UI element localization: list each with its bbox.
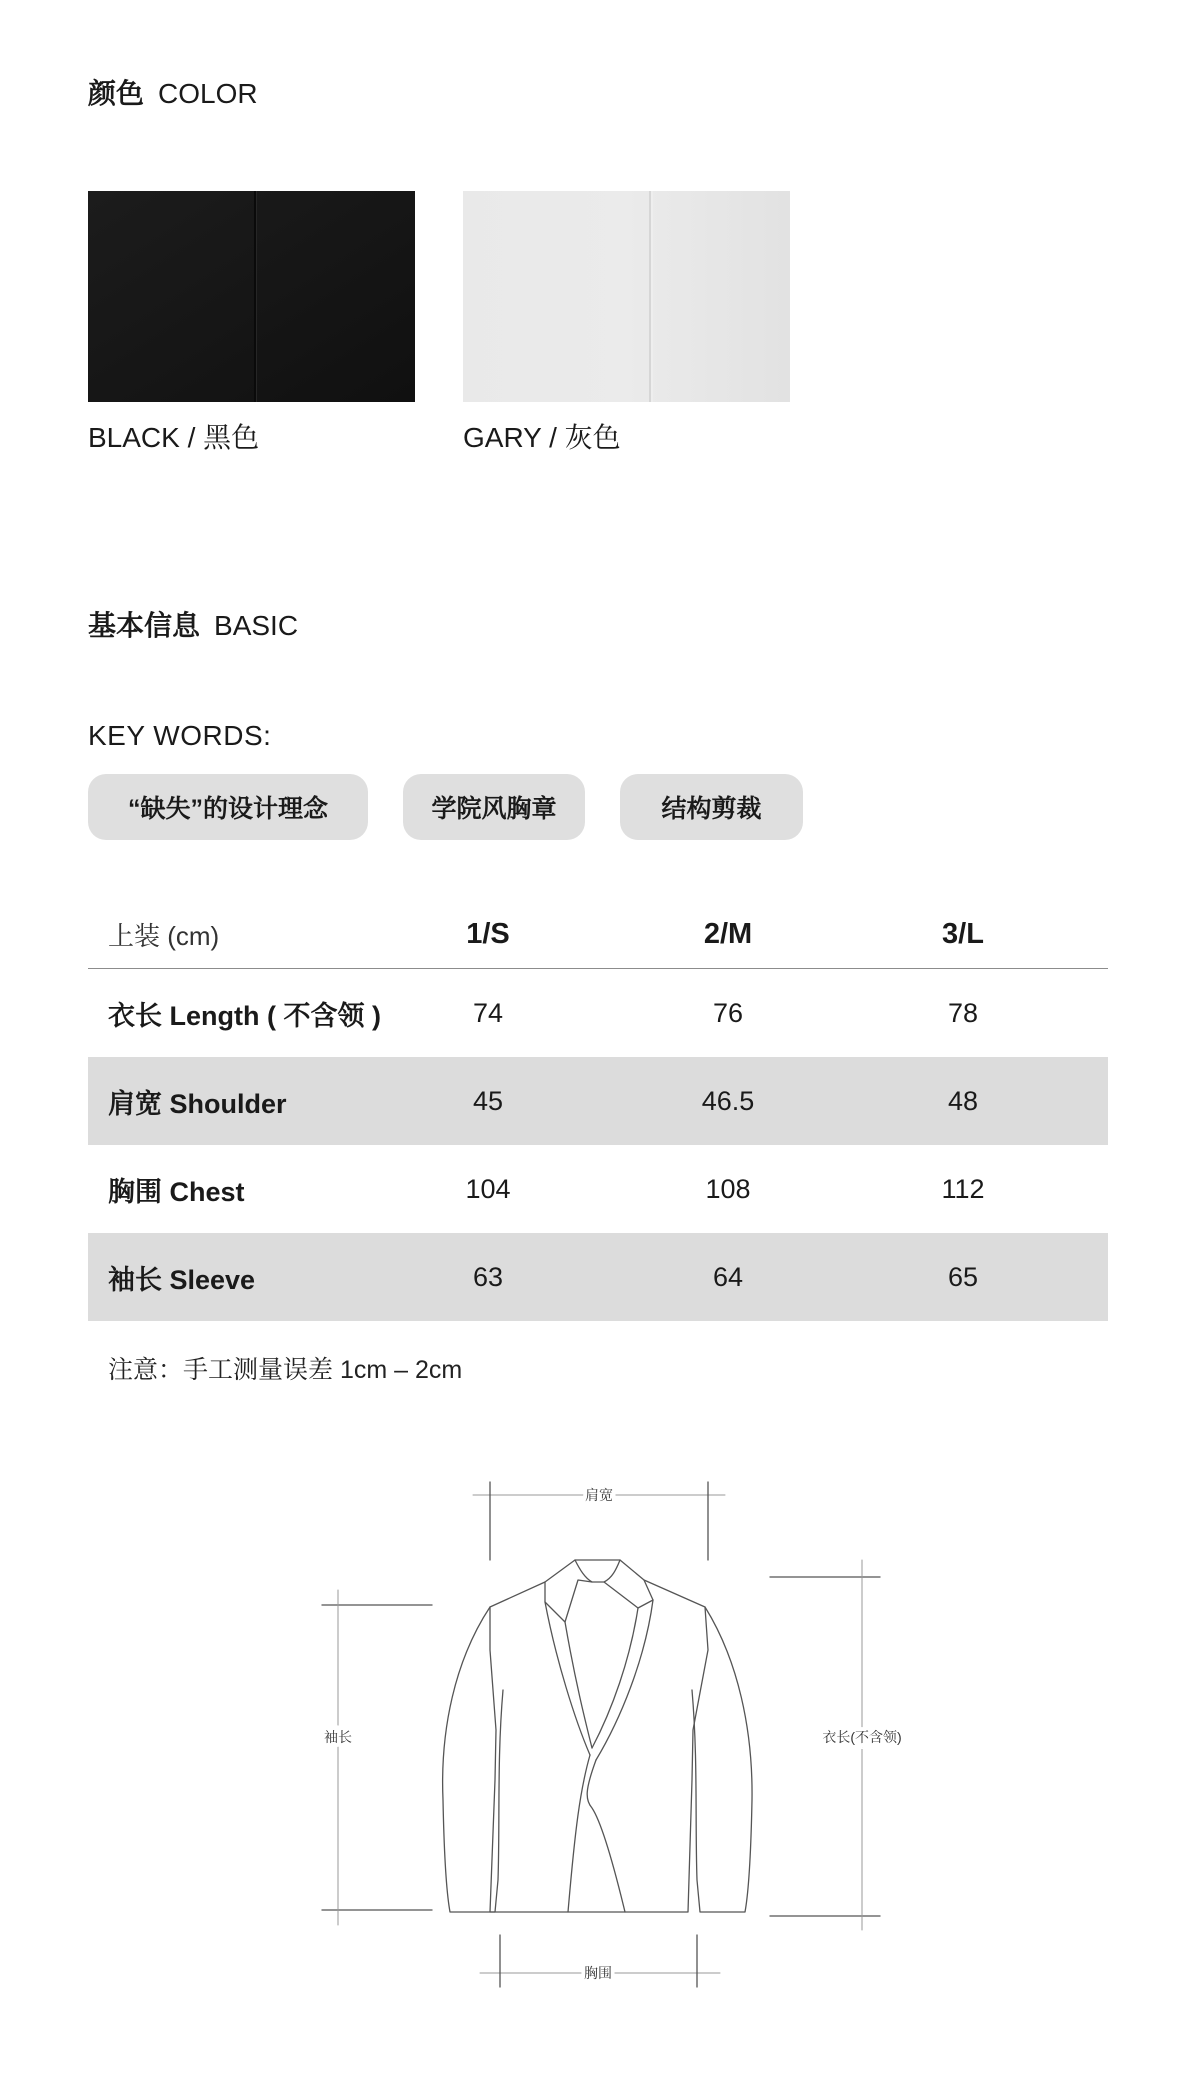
measurement-note: 注意：手工测量误差 1cm – 2cm [108, 1356, 463, 1384]
swatch-black[interactable] [88, 191, 415, 402]
color-section-title [88, 76, 258, 112]
keyword-tag: “缺失”的设计理念 [88, 774, 368, 840]
row-value: 74 [472, 997, 504, 1028]
table-row [88, 969, 1108, 1057]
size-table-header [88, 900, 1108, 969]
size-table [88, 900, 1108, 1321]
swatch-gray-image [463, 191, 790, 402]
diagram-label-shoulder: 肩宽 [585, 1487, 613, 1503]
row-value: 64 [712, 1261, 744, 1292]
row-value: 65 [947, 1261, 979, 1292]
row-label: 胸围 Chest [108, 1176, 245, 1207]
row-value: 76 [712, 997, 744, 1028]
table-row [88, 1145, 1108, 1233]
diagram-label-sleeve: 袖长 [324, 1729, 352, 1745]
row-value: 104 [465, 1173, 511, 1204]
swatch-gray[interactable] [463, 191, 790, 402]
keyword-tag: 学院风胸章 [403, 774, 585, 840]
row-value: 63 [472, 1261, 504, 1292]
size-header-s: 1/S [466, 917, 510, 950]
diagram-label-chest: 胸围 [584, 1965, 612, 1981]
row-label: 肩宽 Shoulder [108, 1088, 287, 1119]
table-row [88, 1057, 1108, 1145]
jacket-measurement-diagram [0, 1440, 1200, 2000]
swatch-black-image [88, 191, 415, 402]
row-label: 袖长 Sleeve [108, 1264, 256, 1295]
row-value: 108 [705, 1173, 751, 1204]
size-header-m: 2/M [703, 917, 753, 950]
swatch-gray-label: GARY / 灰色 [463, 422, 621, 453]
basic-section-title [88, 608, 298, 644]
basic-title-cn: 基本信息 [88, 610, 201, 641]
swatch-black-label: BLACK / 黑色 [88, 422, 260, 453]
row-value: 48 [947, 1085, 979, 1116]
row-value: 78 [947, 997, 979, 1028]
color-title-cn: 颜色 [88, 78, 145, 109]
table-row [88, 1233, 1108, 1321]
row-value: 45 [472, 1085, 504, 1116]
row-value: 46.5 [701, 1085, 755, 1116]
keyword-tag: 结构剪裁 [620, 774, 803, 840]
row-value: 112 [941, 1173, 985, 1204]
keywords-title: KEY WORDS: [88, 720, 272, 751]
diagram-label-length: 衣长(不含领) [822, 1729, 902, 1745]
size-header-l: 3/L [942, 917, 984, 950]
row-label: 衣长 Length ( 不含领 ) [108, 1000, 381, 1031]
size-table-corner: 上装 (cm) [108, 920, 220, 951]
basic-title-en: BASIC [214, 610, 299, 641]
color-title-en: COLOR [158, 78, 258, 109]
